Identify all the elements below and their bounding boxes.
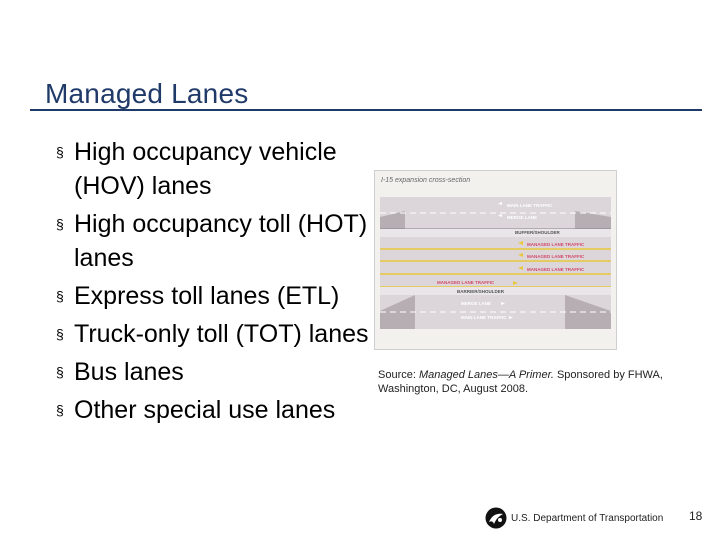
bullet-text: Other special use lanes xyxy=(74,396,336,424)
bullet-list xyxy=(56,135,386,431)
lane-label: MAIN LANE TRAFFIC xyxy=(461,315,507,320)
bullet-marker-icon: § xyxy=(56,216,64,232)
department-name: U.S. Department of Transportation xyxy=(511,512,664,524)
title-underline xyxy=(30,109,702,111)
lane-label: BUFFER/SHOULDER xyxy=(515,230,560,235)
bullet-text: Truck-only toll (TOT) lanes xyxy=(74,320,369,348)
bullet-item xyxy=(56,317,386,351)
bullet-marker-icon: § xyxy=(56,364,64,380)
bullet-text: High occupancy toll (HOT) lanes xyxy=(74,210,368,272)
bullet-item xyxy=(56,135,386,203)
bullet-marker-icon: § xyxy=(56,288,64,304)
bullet-item xyxy=(56,207,386,275)
lane-label: MERGE LANE xyxy=(507,215,538,220)
source-suffix: Sponsored by FHWA, Washington, DC, August 2008. xyxy=(378,369,663,395)
lane-diagram xyxy=(375,171,616,349)
footer xyxy=(485,508,663,528)
bullet-text: Bus lanes xyxy=(74,358,184,386)
figure-caption: I-15 expansion cross-section xyxy=(381,177,471,184)
source-title: Managed Lanes—A Primer. xyxy=(418,369,554,381)
bullet-item xyxy=(56,355,386,389)
bullet-marker-icon: § xyxy=(56,402,64,418)
page-number: 18 xyxy=(689,509,703,523)
bullet-item xyxy=(56,279,386,313)
lane-label: MANAGED LANE TRAFFIC xyxy=(527,267,585,272)
dot-logo-icon xyxy=(485,507,507,529)
lane-label: BARRIER/SHOULDER xyxy=(457,289,505,294)
lane-label: MAIN LANE TRAFFIC xyxy=(507,203,553,208)
bullet-item xyxy=(56,393,386,427)
source-citation xyxy=(378,368,678,396)
source-prefix: Source: xyxy=(378,369,419,381)
bullet-marker-icon: § xyxy=(56,326,64,342)
bullet-marker-icon: § xyxy=(56,144,64,160)
bullet-text: High occupancy vehicle (HOV) lanes xyxy=(74,138,337,200)
slide-title: Managed Lanes xyxy=(45,78,249,109)
lane-label: MERGE LANE xyxy=(461,301,492,306)
lane-label: MANAGED LANE TRAFFIC xyxy=(437,280,495,285)
lane-label: MANAGED LANE TRAFFIC xyxy=(527,242,585,247)
lane-cross-section-figure xyxy=(374,170,617,350)
lane-label: MANAGED LANE TRAFFIC xyxy=(527,254,585,259)
bullet-text: Express toll lanes (ETL) xyxy=(74,282,340,310)
